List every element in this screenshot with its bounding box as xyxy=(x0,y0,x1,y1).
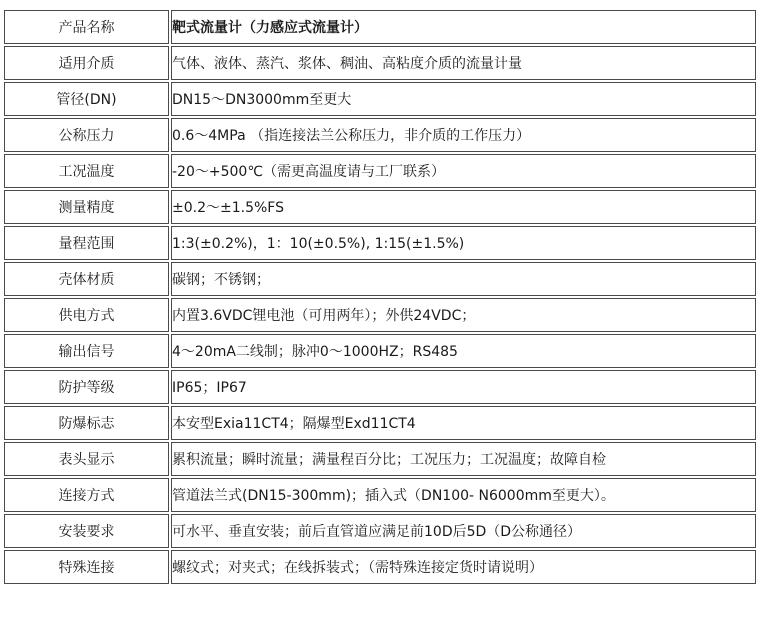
row-value: 管道法兰式(DN15-300mm)；插入式（DN100- N6000mm至更大）。 xyxy=(171,478,756,512)
row-value: DN15～DN3000mm至更大 xyxy=(171,82,756,116)
row-value: 气体、液体、蒸汽、浆体、稠油、高粘度介质的流量计量 xyxy=(171,46,756,80)
spec-row-accuracy xyxy=(4,190,756,224)
spec-table xyxy=(2,8,758,586)
row-value: 本安型Exia11CT4；隔爆型Exd11CT4 xyxy=(171,406,756,440)
row-label: 壳体材质 xyxy=(4,262,169,296)
row-label: 输出信号 xyxy=(4,334,169,368)
spec-row-connection xyxy=(4,478,756,512)
row-label: 供电方式 xyxy=(4,298,169,332)
row-value: IP65；IP67 xyxy=(171,370,756,404)
row-value: ±0.2～±1.5%FS xyxy=(171,190,756,224)
spec-row-protection xyxy=(4,370,756,404)
spec-row-product-name xyxy=(4,10,756,44)
row-value: 0.6～4MPa （指连接法兰公称压力，非介质的工作压力） xyxy=(171,118,756,152)
row-label: 安装要求 xyxy=(4,514,169,548)
row-label: 适用介质 xyxy=(4,46,169,80)
row-value: 螺纹式；对夹式；在线拆装式；（需特殊连接定货时请说明） xyxy=(171,550,756,584)
row-label: 工况温度 xyxy=(4,154,169,188)
row-label: 表头显示 xyxy=(4,442,169,476)
row-label: 特殊连接 xyxy=(4,550,169,584)
row-value: 可水平、垂直安装；前后直管道应满足前10D后5D（D公称通径） xyxy=(171,514,756,548)
spec-row-special-connection xyxy=(4,550,756,584)
row-label: 产品名称 xyxy=(4,10,169,44)
spec-row-power xyxy=(4,298,756,332)
spec-row-range xyxy=(4,226,756,260)
row-value: 碳钢；不锈钢； xyxy=(171,262,756,296)
spec-row-explosion-proof xyxy=(4,406,756,440)
spec-row-temperature xyxy=(4,154,756,188)
spec-row-diameter xyxy=(4,82,756,116)
row-label: 管径(DN) xyxy=(4,82,169,116)
spec-row-output xyxy=(4,334,756,368)
row-label: 测量精度 xyxy=(4,190,169,224)
row-label: 公称压力 xyxy=(4,118,169,152)
row-value: 累积流量；瞬时流量；满量程百分比；工况压力；工况温度；故障自检 xyxy=(171,442,756,476)
spec-row-installation xyxy=(4,514,756,548)
row-label: 连接方式 xyxy=(4,478,169,512)
row-label: 防护等级 xyxy=(4,370,169,404)
spec-row-material xyxy=(4,262,756,296)
row-value: 1:3(±0.2%)，1：10(±0.5%), 1:15(±1.5%) xyxy=(171,226,756,260)
row-value: 靶式流量计（力感应式流量计） xyxy=(171,10,756,44)
spec-row-pressure xyxy=(4,118,756,152)
spec-row-display xyxy=(4,442,756,476)
row-value: 4～20mA二线制；脉冲0～1000HZ；RS485 xyxy=(171,334,756,368)
spec-row-medium xyxy=(4,46,756,80)
row-label: 防爆标志 xyxy=(4,406,169,440)
row-value: 内置3.6VDC锂电池（可用两年）；外供24VDC； xyxy=(171,298,756,332)
row-value: -20～+500℃（需更高温度请与工厂联系） xyxy=(171,154,756,188)
row-label: 量程范围 xyxy=(4,226,169,260)
